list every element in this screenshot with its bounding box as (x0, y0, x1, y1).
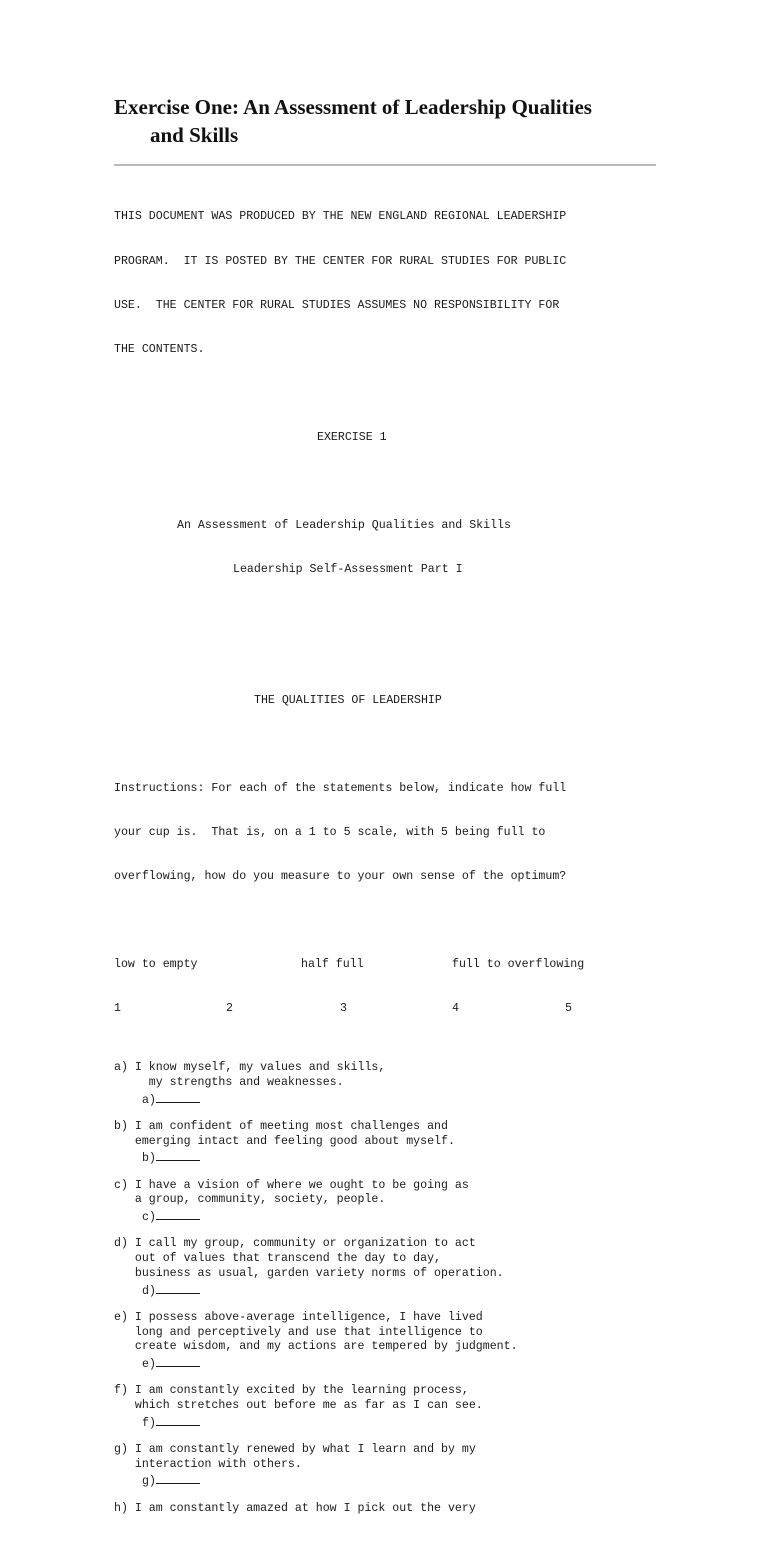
answer-blank[interactable] (156, 1355, 200, 1367)
scale-numbers (114, 1002, 674, 1017)
statement-text: which stretches out before me as far as I can see. (114, 1399, 483, 1413)
exercise-subtitle-part: Leadership Self-Assessment Part I (233, 563, 463, 577)
instructions-line: Instructions: For each of the statements below, indicate how full (114, 781, 567, 795)
section-heading: THE QUALITIES OF LEADERSHIP (254, 693, 442, 707)
scale-number: 4 (452, 1002, 459, 1016)
scale-high-label: full to overflowing (452, 958, 585, 972)
statement-text: e) I possess above-average intelligence, I have lived (114, 1310, 483, 1324)
statement-text: emerging intact and feeling good about myself. (114, 1134, 455, 1148)
answer-blank[interactable] (156, 1091, 200, 1103)
title-divider (114, 164, 656, 166)
answer-field[interactable] (114, 1472, 674, 1487)
statement-text: d) I call my group, community or organization to act (114, 1237, 476, 1251)
answer-label: a) (142, 1093, 156, 1107)
answer-field[interactable] (114, 1149, 674, 1164)
disclaimer-line: THE CONTENTS. (114, 342, 205, 356)
answer-blank[interactable] (156, 1208, 200, 1220)
scale-number: 1 (114, 1002, 121, 1016)
answer-label: b) (142, 1152, 156, 1166)
scale-number: 5 (565, 1002, 572, 1016)
document-body (114, 181, 674, 1546)
disclaimer-line: USE. THE CENTER FOR RURAL STUDIES ASSUMES NO RESPONSIBILITY FOR (114, 298, 560, 312)
statement-text: c) I have a vision of where we ought to be going as (114, 1178, 469, 1192)
exercise-subtitle: An Assessment of Leadership Qualities and Skills (177, 519, 511, 533)
scale-mid-label: half full (301, 958, 364, 972)
statement-list (114, 1061, 674, 1516)
statement-text: interaction with others. (114, 1457, 302, 1471)
disclaimer-line: THIS DOCUMENT WAS PRODUCED BY THE NEW ENGLAND REGIONAL LEADERSHIP (114, 210, 567, 224)
document-title (114, 93, 674, 149)
answer-label: f) (142, 1416, 156, 1430)
answer-blank[interactable] (156, 1414, 200, 1426)
answer-blank[interactable] (156, 1282, 200, 1294)
exercise-label: EXERCISE 1 (317, 430, 387, 444)
scale-number: 3 (340, 1002, 347, 1016)
statement-text: b) I am confident of meeting most challenges and (114, 1119, 448, 1133)
statement-text: a group, community, society, people. (114, 1193, 386, 1207)
statement-text: a) I know myself, my values and skills, (114, 1061, 386, 1075)
title-line-2: and Skills (150, 123, 239, 147)
answer-blank[interactable] (156, 1472, 200, 1484)
instructions-line: overflowing, how do you measure to your own sense of the optimum? (114, 870, 567, 884)
scale-labels (114, 958, 674, 973)
title-line-1: Exercise One: An Assessment of Leadership Qualities (114, 95, 592, 119)
statement-text: create wisdom, and my actions are tempered by judgment. (114, 1340, 518, 1354)
statement-text: my strengths and weaknesses. (114, 1075, 344, 1089)
scale-low-label: low to empty (114, 958, 198, 972)
answer-label: d) (142, 1284, 156, 1298)
answer-label: c) (142, 1211, 156, 1225)
answer-blank[interactable] (156, 1149, 200, 1161)
answer-label: e) (142, 1357, 156, 1371)
answer-field[interactable] (114, 1355, 674, 1370)
statement-text: business as usual, garden variety norms of operation. (114, 1266, 504, 1280)
scale-number: 2 (226, 1002, 233, 1016)
answer-field[interactable] (114, 1414, 674, 1429)
disclaimer-line: PROGRAM. IT IS POSTED BY THE CENTER FOR RURAL STUDIES FOR PUBLIC (114, 254, 567, 268)
answer-field[interactable] (114, 1091, 674, 1106)
statement-text: f) I am constantly excited by the learning process, (114, 1384, 469, 1398)
statement-text: long and perceptively and use that intelligence to (114, 1325, 483, 1339)
statement-text: h) I am constantly amazed at how I pick out the very (114, 1501, 476, 1515)
answer-field[interactable] (114, 1208, 674, 1223)
statement-text: out of values that transcend the day to day, (114, 1252, 441, 1266)
answer-field[interactable] (114, 1282, 674, 1297)
answer-label: g) (142, 1475, 156, 1489)
statement-text: g) I am constantly renewed by what I learn and by my (114, 1443, 476, 1457)
instructions-line: your cup is. That is, on a 1 to 5 scale, with 5 being full to (114, 826, 546, 840)
